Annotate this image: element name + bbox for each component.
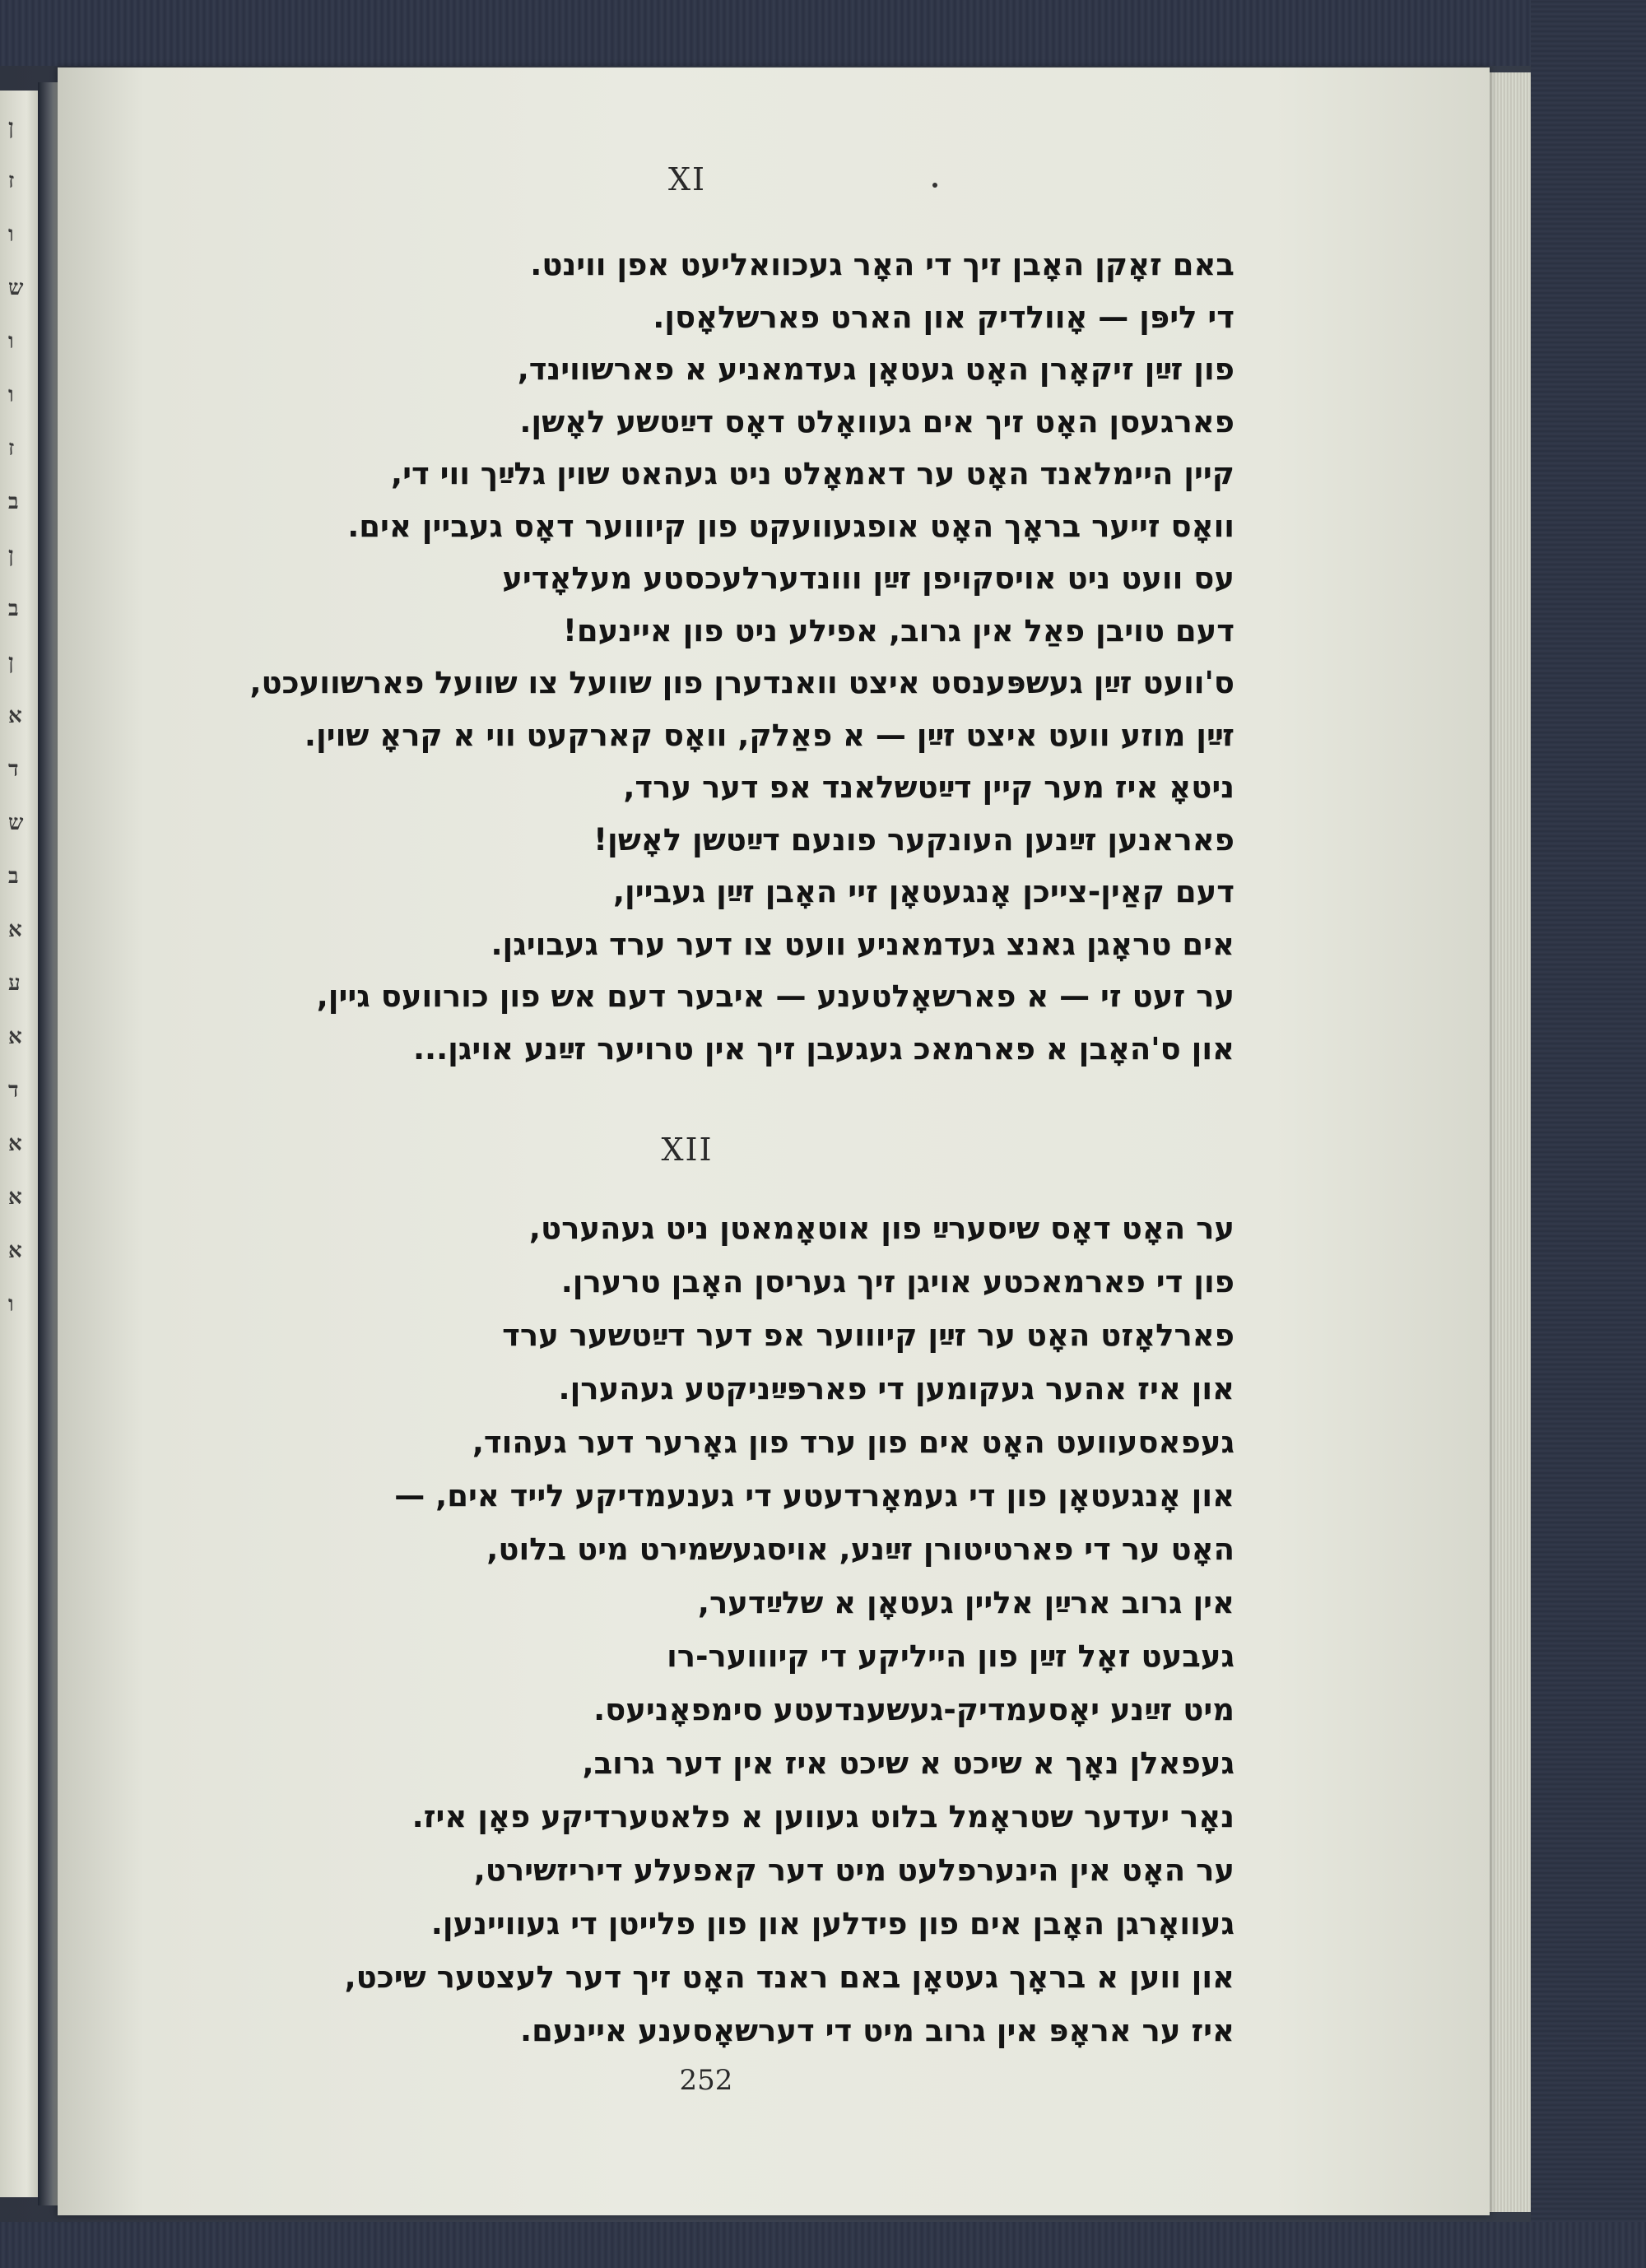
book-cover-top <box>0 0 1646 66</box>
previous-page-glyph: ע <box>8 971 21 996</box>
ink-speck <box>932 183 937 188</box>
poem-line: פארלאָזט האָט ער זײַן קיוווער אפ דער דײַטשער ערד <box>502 1318 1234 1353</box>
poem-line: פארגעסן האָט זיך אים געוואָלט דאָס דײַטשע לאָשן. <box>519 403 1234 439</box>
poem-line: דעם קאַין-צייכן אָנגעטאָן זיי האָבן זײַן געביין, <box>612 874 1234 909</box>
previous-page-glyph: א <box>8 1185 22 1210</box>
poem-line: געפאלן נאָך א שיכט א שיכט איז אין דער גרוב, <box>582 1745 1234 1781</box>
poem-line: און איז אהער געקומען די פארפּײַניקטע געהערן. <box>558 1371 1234 1406</box>
previous-page-glyph: ב <box>8 864 19 889</box>
previous-page-glyph: ב <box>8 597 19 621</box>
poem-line: און ס'האָבן א פארמאכ געגעבן זיך אין טרויער זײַנע אויגן... <box>412 1030 1234 1067</box>
poem-line: און ווען א בראָך געטאָן באם ראנד האָט זיך דער לעצטער שיכט, <box>344 1959 1234 1995</box>
page-edge-stack <box>1490 72 1531 2212</box>
previous-page-glyph: ן <box>8 650 14 675</box>
previous-page-glyph: א <box>8 1239 22 1263</box>
poem-line: ניטאָ איז מער קיין דײַטשלאנד אפ דער ערד, <box>623 769 1234 805</box>
poem-line: ער זעט זי — א פארשאָלטענע — איבער דעם אש פון כורוועס גיין, <box>316 978 1234 1014</box>
previous-page-glyph: ז <box>8 169 15 193</box>
previous-page-fragment <box>0 91 38 2197</box>
previous-page-glyph: ד <box>8 757 19 782</box>
poem-line: ס'וועט זײַן געשפּענסט איצט וואנדערן פון שוועל צו שוועל פארשוועכט, <box>249 665 1234 700</box>
poem-line: האָט ער די פארטיטורן זײַנע, אויסגעשמירט מיט בלוט, <box>486 1531 1234 1567</box>
poem-line: נאָר יעדער שטראָמל בלוט געווען א פלאטערדיקע פאָן איז. <box>412 1799 1234 1834</box>
poem-line: קיין היימלאנד האָט ער דאמאָלט ניט געהאט שוין גלײַך ווי די, <box>391 456 1234 491</box>
poem-line: עס וועט ניט אויסקויפן זײַן ווונדערלעכסטע מעלאָדיע <box>502 560 1234 596</box>
previous-page-glyph: א <box>8 1132 22 1156</box>
poem-line: דעם טויבן פאַל אין גרוב, אפילע ניט פון איינעם! <box>562 612 1234 648</box>
previous-page-glyph: א <box>8 918 22 942</box>
poem-line: איז ער אראָפּ אין גרוב מיט די דערשאָסענע איינעם. <box>520 2013 1234 2048</box>
poem-line: פאראנען זײַנען העונקער פונעם דײַטשן לאָשן! <box>593 821 1234 857</box>
poem-line: זײַן מוזע וועט איצט זײַן — א פאַלק, וואָס קארקעט ווי א קראָ שוין. <box>304 717 1234 753</box>
poem-line: באם זאָקן האָבן זיך די האָר געכוואליעט אפן ווינט. <box>530 247 1234 282</box>
previous-page-glyph: א <box>8 704 22 728</box>
poem-stanza-xii <box>165 1201 1234 2057</box>
book-cover-bottom <box>0 2222 1646 2268</box>
previous-page-glyph: ש <box>8 276 24 300</box>
poem-line: פון זײַן זיקאָרן האָט געטאָן געדמאניע א פארשווינד, <box>517 351 1234 387</box>
previous-page-glyph: ש <box>8 811 24 835</box>
section-heading-xi: XI <box>667 161 707 198</box>
poem-line: מיט זײַנע יאָסעמדיק-געשענדעטע סימפאָניעס. <box>593 1692 1234 1727</box>
poem-line: געוואָרגן האָבן אים פון פידלען און פון פלייטן די געוויינען. <box>430 1906 1234 1941</box>
previous-page-glyph: ד <box>8 1078 19 1103</box>
page-number: 252 <box>679 2064 733 2097</box>
poem-line: און אָנגעטאָן פון די געמאָרדעטע די גענעמדיקע לייד אים, — <box>394 1478 1234 1513</box>
poem-line: אין גרוב ארײַן אליין געטאָן א שלײַדער, <box>697 1585 1234 1620</box>
section-heading-xii: XII <box>661 1132 714 1168</box>
poem-line: אים טראָגן גאנצ געדמאניע וועט צו דער ערד געבויגן. <box>491 926 1234 962</box>
poem-line: פון די פארמאכטע אויגן זיך געריסן האָבן טרערן. <box>560 1264 1234 1299</box>
poem-line: ער האָט דאָס שיסערײַ פון אוטאָמאטן ניט געהערט, <box>528 1211 1234 1246</box>
previous-page-glyph: ב <box>8 490 19 514</box>
poem-line: געפאסעוועט האָט אים פון ערד פון גאָרער דער געהוד, <box>472 1424 1234 1460</box>
poem-line: וואָס זייער בראָך האָט אופגעוועקט פון קיוווער דאָס געביין אים. <box>347 508 1234 544</box>
previous-page-glyph: ו <box>8 222 14 247</box>
previous-page-glyph: ו <box>8 383 14 407</box>
previous-page-glyph: ו <box>8 1292 14 1317</box>
previous-page-glyph: א <box>8 1025 22 1049</box>
previous-page-glyph: ו <box>8 329 14 354</box>
previous-page-glyph: ז <box>8 436 15 461</box>
previous-page-glyph: ן <box>8 115 14 140</box>
book-cover-right <box>1531 0 1646 2268</box>
poem-line: ער האָט אין הינערפלעט מיט דער קאפעלע דיריזשירט, <box>473 1852 1234 1888</box>
previous-page-glyph: ן <box>8 543 14 568</box>
poem-line: געבעט זאָל זײַן פון הייליקע די קיוווער-רו <box>667 1638 1234 1674</box>
poem-line: די ליפּן — אָוולדיק און הארט פארשלאָסן. <box>653 299 1234 335</box>
poem-stanza-xi <box>165 239 1234 1075</box>
